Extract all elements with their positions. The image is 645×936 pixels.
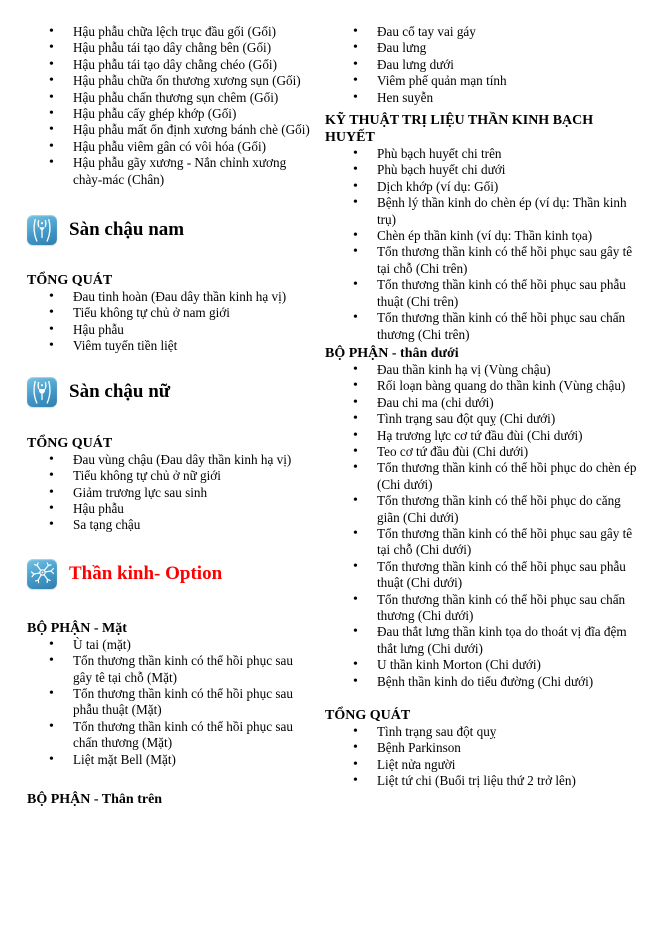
- list-item: • Hậu phẫu gãy xương - Nắn chỉnh xương chày-mác (Chân): [73, 155, 313, 188]
- list-item: • Tổn thương thần kinh có thể hồi phục sau gây tê tại chỗ (Mặt): [73, 653, 313, 686]
- general-list: [325, 724, 643, 790]
- list-item: • Hạ trương lực cơ tứ đầu đùi (Chi dưới): [377, 428, 643, 444]
- list-item: • Hậu phẫu chữa lệch trục đầu gối (Gối): [73, 24, 313, 40]
- list-item: • Hậu phẫu chấn thương sụn chêm (Gối): [73, 90, 313, 106]
- list-item: • Tình trạng sau đột quỵ: [377, 724, 643, 740]
- list-item: • Viêm phế quản mạn tính: [377, 73, 643, 89]
- list-item: • Phù bạch huyết chi dưới: [377, 162, 643, 178]
- list-item: • Giảm trương lực sau sinh: [73, 485, 313, 501]
- list-item: • Hậu phẫu mất ổn định xương bánh chè (Gối): [73, 122, 313, 138]
- list-item: • Tổn thương thần kinh có thể hồi phục sau gây tê tại chỗ (Chi trên): [377, 244, 643, 277]
- list-item: • Bệnh lý thần kinh do chèn ép (ví dụ: Thần kinh trụ): [377, 195, 643, 228]
- upper-body-intro-list: [325, 24, 643, 106]
- pelvis-female-icon: [27, 377, 57, 407]
- list-item: • Rối loạn bàng quang do thần kinh (Vùng chậu): [377, 378, 643, 394]
- section-title-than-kinh: Thần kinh- Option: [69, 562, 223, 584]
- list-item: • Chèn ép thần kinh (ví dụ: Thần kinh tọa): [377, 228, 643, 244]
- list-item: • Hậu phẫu: [73, 501, 313, 517]
- list-item: • Viêm tuyến tiền liệt: [73, 338, 313, 354]
- list-item: • Ù tai (mặt): [73, 637, 313, 653]
- heading-ky-thuat-tri-lieu-than-kinh-bach-huyet: KỸ THUẬT TRỊ LIỆU THẦN KINH BẠCH HUYẾT: [325, 113, 594, 146]
- list-item: • Hậu phẫu viêm gân có vôi hóa (Gối): [73, 139, 313, 155]
- list-item: • Tổn thương thần kinh có thể hồi phục do chèn ép (Chi dưới): [377, 460, 643, 493]
- subheading-tong-quat-nam: TỔNG QUÁT: [27, 273, 113, 289]
- section-title-san-chau-nam: Sàn chậu nam: [69, 219, 185, 241]
- heading-bo-phan-than-duoi: BỘ PHẬN - thân dưới: [325, 345, 459, 361]
- right-column: [325, 24, 643, 790]
- san-chau-nu-list: [27, 452, 313, 534]
- pelvis-male-icon: [27, 215, 57, 245]
- san-chau-nam-list: [27, 289, 313, 355]
- left-column: [27, 24, 313, 808]
- lower-body-list: [325, 362, 643, 690]
- list-item: • Đau chi ma (chi dưới): [377, 395, 643, 411]
- list-item: • Tiểu không tự chủ ở nam giới: [73, 305, 313, 321]
- list-item: • Phù bạch huyết chi trên: [377, 146, 643, 162]
- section-header-san-chau-nu: [27, 377, 313, 407]
- list-item: • Tổn thương thần kinh có thể hồi phục sau gây tê tại chỗ (Chi dưới): [377, 526, 643, 559]
- list-item: • Tổn thương thần kinh có thể hồi phục sau phẫu thuật (Chi trên): [377, 277, 643, 310]
- list-item: • Hậu phẫu tái tạo dây chằng chéo (Gối): [73, 57, 313, 73]
- list-item: • Đau vùng chậu (Đau dây thần kinh hạ vị): [73, 452, 313, 468]
- list-item: • Hậu phẫu: [73, 322, 313, 338]
- list-item: • Đau thần kinh hạ vị (Vùng chậu): [377, 362, 643, 378]
- list-item: • Đau lưng dưới: [377, 57, 643, 73]
- section-header-san-chau-nam: [27, 215, 313, 245]
- list-item: • Tổn thương thần kinh có thể hồi phục sau chấn thương (Mặt): [73, 719, 313, 752]
- list-item: • Đau cổ tay vai gáy: [377, 24, 643, 40]
- list-item: • Liệt mặt Bell (Mặt): [73, 752, 313, 768]
- list-item: • Tiểu không tự chủ ở nữ giới: [73, 468, 313, 484]
- list-item: • Tổn thương thần kinh có thể hồi phục sau phẫu thuật (Chi dưới): [377, 559, 643, 592]
- list-item: • Tổn thương thần kinh có thể hồi phục sau chấn thương (Chi trên): [377, 310, 643, 343]
- list-item: • Dịch khớp (ví dụ: Gối): [377, 179, 643, 195]
- list-item: • Tình trạng sau đột quỵ (Chi dưới): [377, 411, 643, 427]
- neuron-icon: [27, 559, 57, 589]
- list-item: • Hậu phẫu tái tạo dây chằng bên (Gối): [73, 40, 313, 56]
- list-item: • Hậu phẫu cấy ghép khớp (Gối): [73, 106, 313, 122]
- list-item: • Đau tinh hoàn (Đau dây thần kinh hạ vị): [73, 289, 313, 305]
- subheading-bo-phan-than-tren: BỘ PHẬN - Thân trên: [27, 791, 163, 807]
- list-item: • Tổn thương thần kinh có thể hồi phục sau phẫu thuật (Mặt): [73, 686, 313, 719]
- list-item: • Teo cơ tứ đầu đùi (Chi dưới): [377, 444, 643, 460]
- lymph-neuro-list: [325, 146, 643, 343]
- list-item: • Hen suyễn: [377, 90, 643, 106]
- list-item: • Sa tạng chậu: [73, 517, 313, 533]
- section-title-san-chau-nu: Sàn chậu nữ: [69, 380, 171, 402]
- list-item: • Bệnh thần kinh do tiểu đường (Chi dưới): [377, 674, 643, 690]
- subheading-tong-quat-nu: TỔNG QUÁT: [27, 435, 113, 451]
- list-item: • Tổn thương thần kinh có thể hồi phục do căng giãn (Chi dưới): [377, 493, 643, 526]
- list-item: • Đau lưng: [377, 40, 643, 56]
- list-item: • Hậu phẫu chữa ổn thương xương sụn (Gối): [73, 73, 313, 89]
- subheading-bo-phan-mat: BỘ PHẬN - Mặt: [27, 620, 127, 636]
- list-item: • Đau thắt lưng thần kinh tọa do thoát vị đĩa đệm thắt lưng (Chi dưới): [377, 624, 643, 657]
- section-header-than-kinh: [27, 559, 313, 589]
- list-item: • Bệnh Parkinson: [377, 740, 643, 756]
- list-item: • Liệt tứ chi (Buổi trị liệu thứ 2 trở lên): [377, 773, 643, 789]
- list-item: • Liệt nửa người: [377, 757, 643, 773]
- list-item: • U thần kinh Morton (Chi dưới): [377, 657, 643, 673]
- than-kinh-mat-list: [27, 637, 313, 768]
- post-surgery-knee-list: [27, 24, 313, 188]
- list-item: • Tổn thương thần kinh có thể hồi phục sau chấn thương (Chi dưới): [377, 592, 643, 625]
- heading-tong-quat-right: TỔNG QUÁT: [325, 708, 411, 724]
